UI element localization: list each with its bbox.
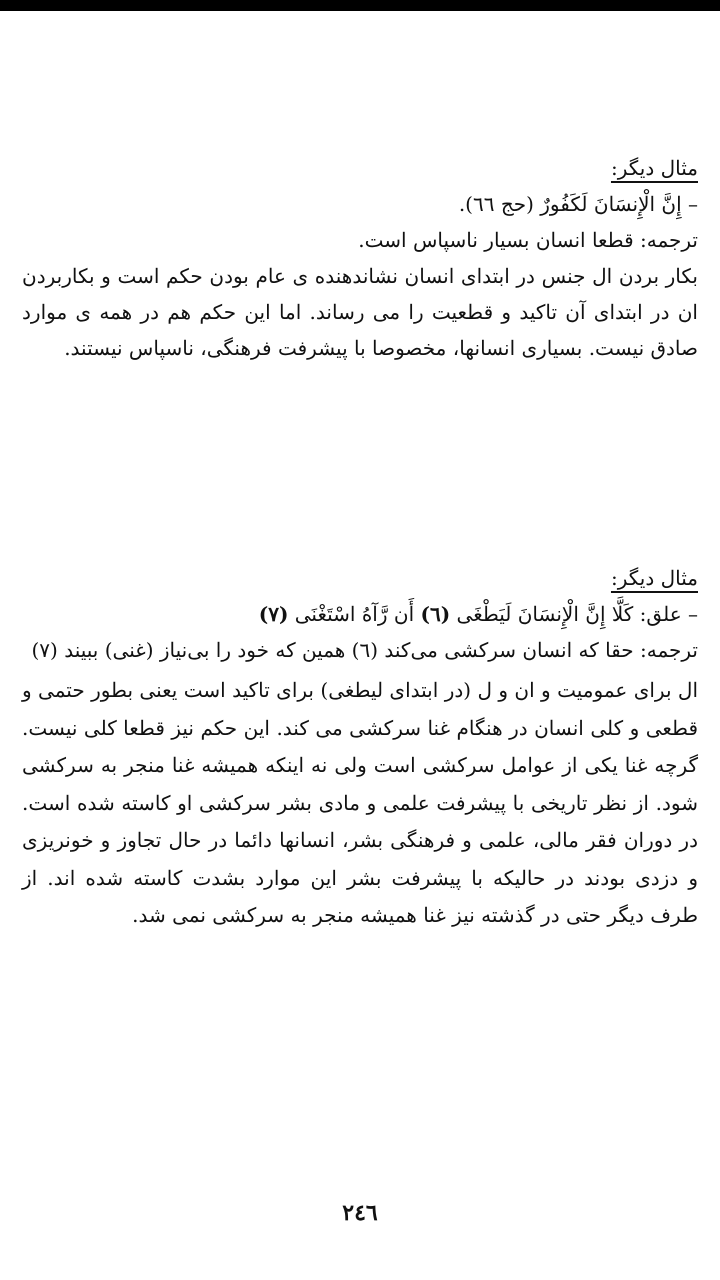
section-1-translation: ترجمه: قطعا انسان بسیار ناسپاس است.: [358, 228, 698, 252]
section-1-label: مثال دیگر:: [610, 156, 698, 180]
section-2-verse-middle: أَن رَّآهُ اسْتَغْنَى: [288, 602, 421, 626]
section-2-verse: [22, 596, 698, 632]
page-number: ٢٤٦: [342, 1200, 378, 1226]
section-2-verse-number-2: (٧): [258, 602, 289, 626]
status-bar: [0, 0, 720, 11]
section-2-label: مثال دیگر:: [610, 566, 698, 590]
section-2-verse-prefix: – علق: كَلَّا إِنَّ الْإِنسَانَ لَيَطْغَى: [450, 602, 698, 626]
section-1-paragraph: بکار بردن ال جنس در ابتدای انسان نشاندهنده ی عام بودن حکم است و بکاربردن ان در ابتدای آن تاکید و قطعیت را می رساند. اما این حکم هم در همه ی موارد صادق نیست. بسیاری انسانها، مخصوصا با پیشرفت فرهنگی، ناسپاس نیستند.: [22, 264, 698, 360]
section-2: [22, 560, 698, 935]
section-2-verse-number-1: (٦): [420, 602, 451, 626]
section-1: [22, 150, 698, 366]
section-2-paragraph: ال برای عمومیت و ان و ل (در ابتدای لیطغی) برای تاکید است یعنی بطور حتمی و قطعی و کلی انسان در هنگام غنا سرکشی می کند. این حکم نیز قطعا کلی نیست. گرچه غنا یکی از عوامل سرکشی است ولی نه اینکه همیشه غنا منجر به سرکشی شود. از نظر تاریخی با پیشرفت علمی و مادی بشر سرکشی او کاسته شده است. در دوران فقر مالی، علمی و فرهنگی بشر، انسانها دائما در حال تجاوز و خونریزی و دزدی بودند در حالیکه با پیشرفت بشر این موارد بشدت کاسته شده اند. از طرف دیگر حتی در گذشته نیز غنا همیشه منجر به سرکشی نمی شد.: [22, 678, 698, 927]
section-2-translation: ترجمه: حقا که انسان سرکشی می‌کند (٦) همین که خود را بی‌نیاز (غنی) ببیند (٧): [31, 638, 698, 662]
section-1-verse: – إِنَّ الْإِنسَانَ لَكَفُورٌ (حج ٦٦).: [458, 192, 698, 216]
